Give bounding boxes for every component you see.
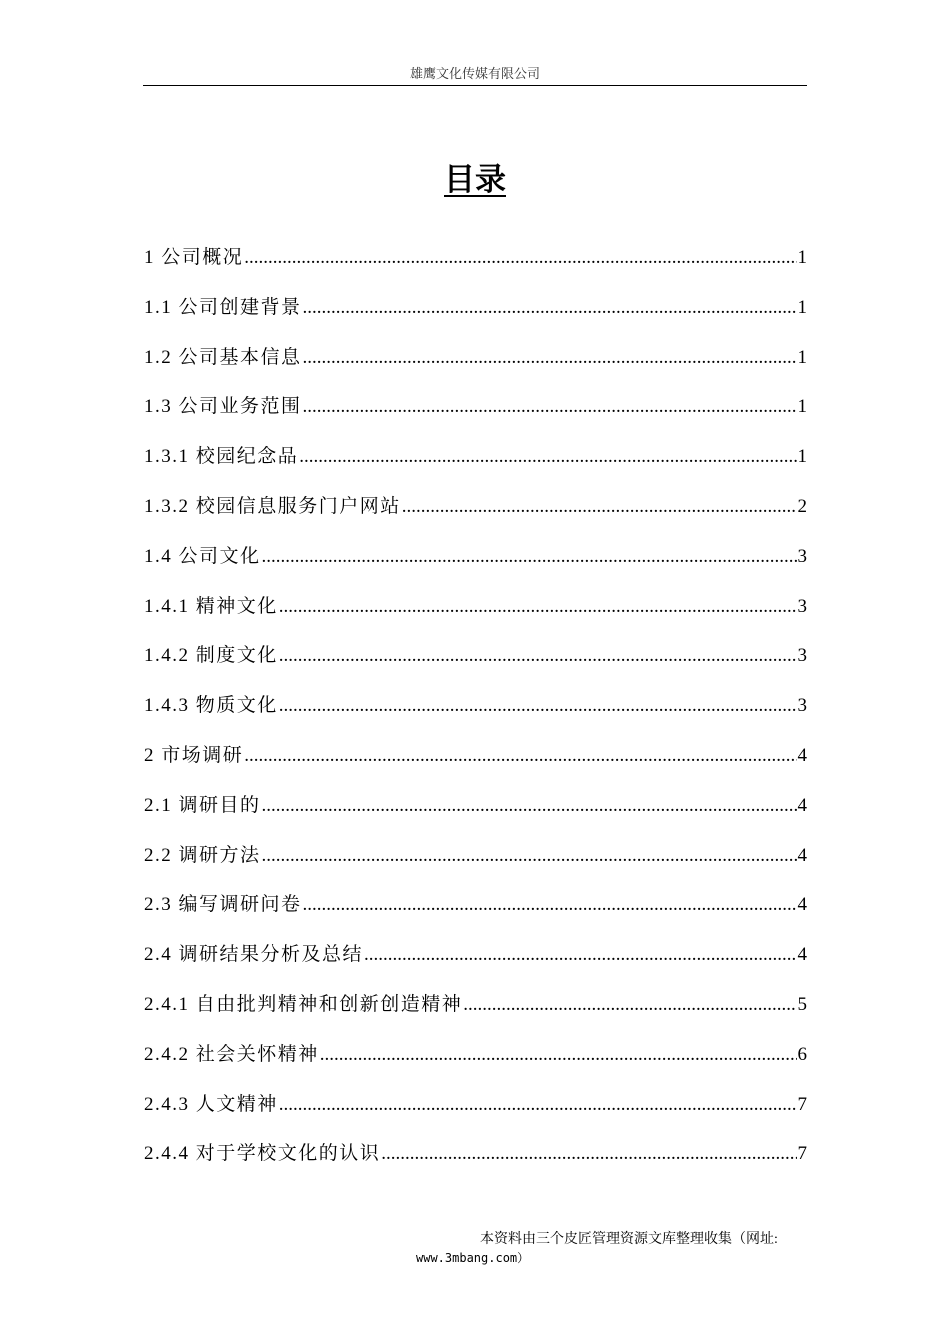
toc-entry-text: 2.4 调研结果分析及总结	[144, 944, 364, 966]
toc-leader-dots	[381, 1139, 796, 1169]
toc-entry-text: 1.4.1 精神文化	[144, 595, 278, 617]
toc-title: 目录	[444, 162, 506, 198]
toc-leader-dots	[262, 542, 797, 572]
toc-entry-page: 1	[797, 296, 807, 318]
toc-entry[interactable]	[144, 343, 807, 393]
toc-entry[interactable]	[144, 542, 807, 592]
toc-entry-page: 5	[797, 993, 807, 1015]
toc-entry[interactable]	[144, 592, 807, 642]
toc-entry-page: 7	[797, 1093, 807, 1115]
toc-entry-text: 1.4.2 制度文化	[144, 645, 278, 667]
toc-leader-dots	[244, 741, 796, 771]
toc-leader-dots	[279, 691, 797, 721]
toc-entry-text: 2.4.3 人文精神	[144, 1093, 278, 1115]
toc-entry[interactable]	[144, 741, 807, 791]
toc-entry-page: 1	[797, 346, 807, 368]
toc-leader-dots	[262, 791, 797, 821]
table-of-contents	[144, 243, 807, 1189]
toc-entry-text: 1 公司概况	[144, 247, 244, 268]
toc-entry[interactable]	[144, 492, 807, 542]
toc-entry-text: 1.1 公司创建背景	[144, 296, 302, 318]
toc-entry-page: 3	[797, 645, 807, 667]
toc-entry-page: 1	[797, 247, 807, 268]
toc-entry-page: 1	[797, 446, 807, 468]
toc-entry-text: 1.4.3 物质文化	[144, 695, 278, 717]
footer-website: www.3mbang.com）	[416, 1251, 530, 1265]
header-company-name: 雄鹰文化传媒有限公司	[409, 66, 540, 81]
toc-leader-dots	[279, 641, 797, 671]
toc-leader-dots	[244, 243, 796, 273]
toc-entry[interactable]	[144, 1040, 807, 1090]
toc-leader-dots	[299, 442, 796, 472]
toc-leader-dots	[279, 1090, 797, 1120]
toc-leader-dots	[402, 492, 797, 522]
toc-entry-text: 2.4.4 对于学校文化的认识	[144, 1143, 381, 1165]
toc-entry-text: 2 市场调研	[144, 744, 244, 766]
toc-leader-dots	[364, 940, 796, 970]
toc-leader-dots	[303, 293, 797, 323]
toc-entry-text: 2.1 调研目的	[144, 794, 261, 816]
toc-entry-page: 6	[797, 1043, 807, 1065]
toc-entry-text: 1.3 公司业务范围	[144, 396, 302, 418]
toc-entry-page: 3	[797, 545, 807, 567]
toc-entry-text: 2.4.1 自由批判精神和创新创造精神	[144, 993, 463, 1015]
toc-entry[interactable]	[144, 641, 807, 691]
toc-entry[interactable]	[144, 691, 807, 741]
toc-entry-text: 1.2 公司基本信息	[144, 346, 302, 368]
footer-source-note: 本资料由三个皮匠管理资源文库整理收集（网址:	[480, 1232, 778, 1247]
toc-entry[interactable]	[144, 841, 807, 891]
toc-entry-page: 4	[797, 894, 807, 916]
toc-entry-page: 7	[797, 1143, 807, 1165]
toc-entry-page: 4	[797, 794, 807, 816]
toc-entry-page: 3	[797, 595, 807, 617]
toc-entry-text: 2.2 调研方法	[144, 844, 261, 866]
toc-entry[interactable]	[144, 1139, 807, 1189]
toc-entry-page: 4	[797, 944, 807, 966]
page-header	[143, 64, 807, 84]
toc-entry-page: 2	[797, 495, 807, 517]
toc-entry[interactable]	[144, 990, 807, 1040]
toc-entry[interactable]	[144, 243, 807, 293]
toc-entry-text: 1.4 公司文化	[144, 545, 261, 567]
toc-entry-page: 3	[797, 695, 807, 717]
toc-entry-text: 1.3.2 校园信息服务门户网站	[144, 495, 401, 517]
toc-entry-page: 1	[797, 396, 807, 418]
toc-leader-dots	[463, 990, 796, 1020]
toc-leader-dots	[320, 1040, 797, 1070]
toc-leader-dots	[303, 343, 797, 373]
toc-leader-dots	[303, 392, 797, 422]
toc-entry[interactable]	[144, 940, 807, 990]
toc-entry-page: 4	[797, 744, 807, 766]
toc-entry[interactable]	[144, 293, 807, 343]
toc-entry-text: 1.3.1 校园纪念品	[144, 446, 299, 468]
toc-entry[interactable]	[144, 442, 807, 492]
toc-entry[interactable]	[144, 791, 807, 841]
toc-entry-page: 4	[797, 844, 807, 866]
toc-leader-dots	[303, 890, 797, 920]
toc-entry-text: 2.4.2 社会关怀精神	[144, 1043, 319, 1065]
toc-entry[interactable]	[144, 890, 807, 940]
toc-entry[interactable]	[144, 1090, 807, 1140]
toc-entry[interactable]	[144, 392, 807, 442]
toc-leader-dots	[279, 592, 797, 622]
toc-leader-dots	[262, 841, 797, 871]
header-divider	[143, 85, 807, 86]
page-footer	[410, 1230, 810, 1268]
toc-entry-text: 2.3 编写调研问卷	[144, 894, 302, 916]
